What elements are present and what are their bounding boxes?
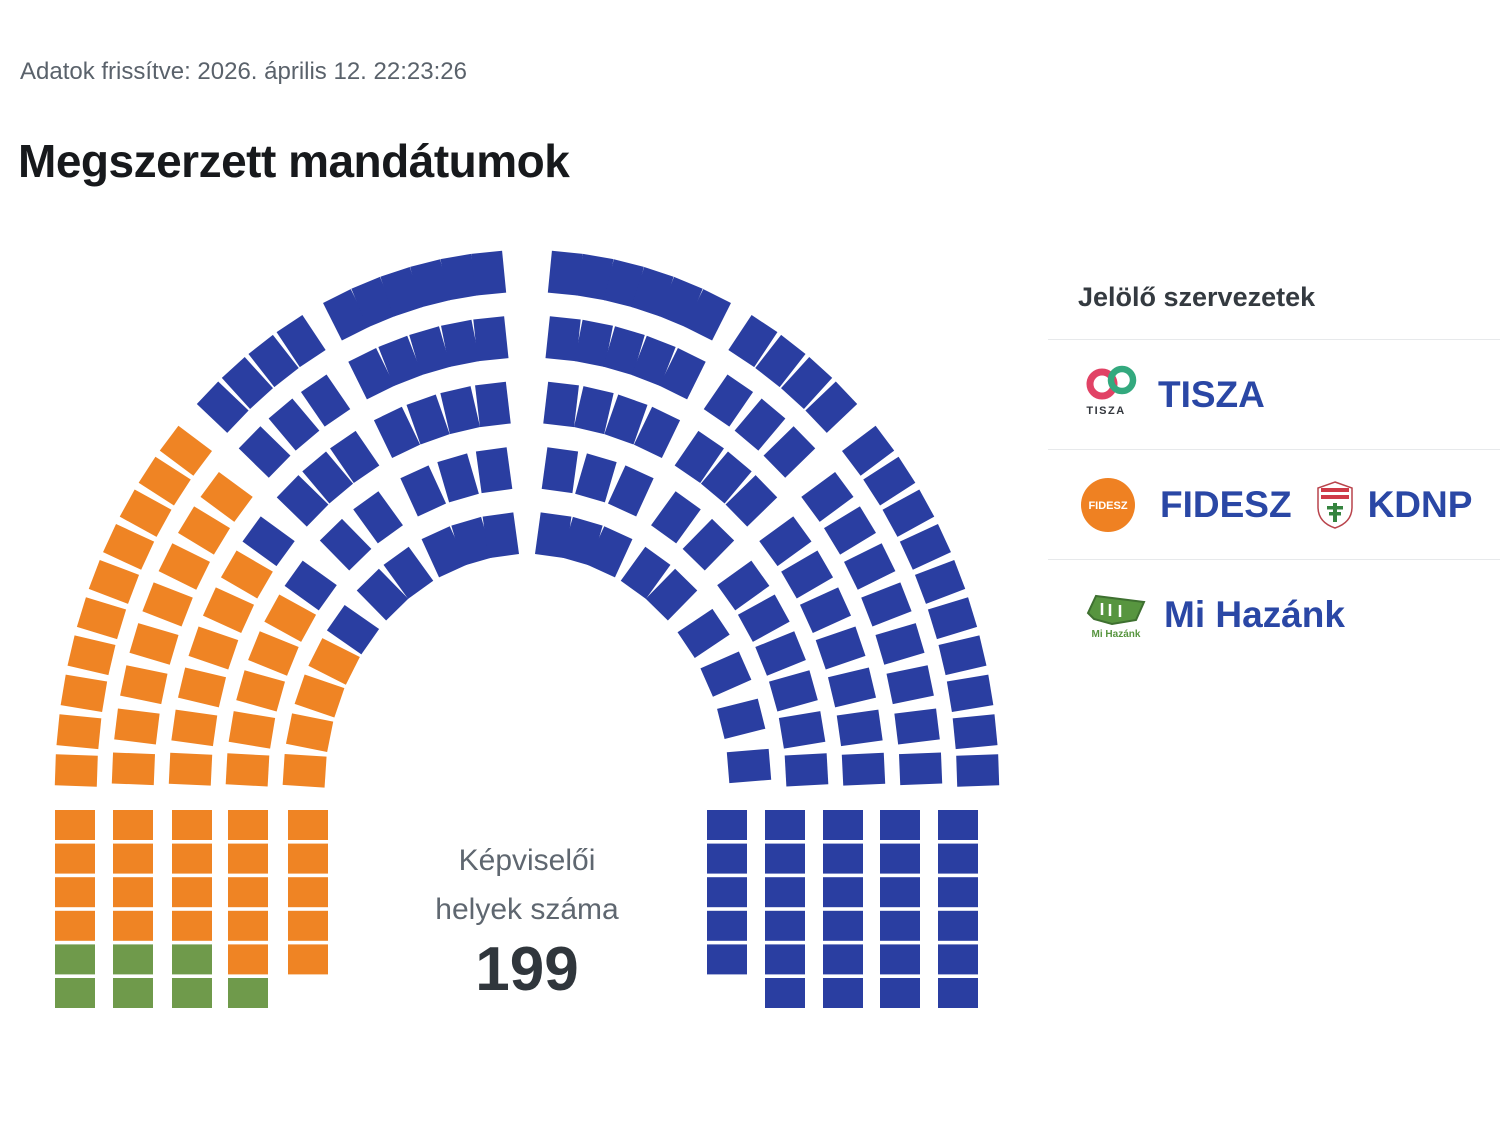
seat-count-label-line2: helyek száma <box>435 893 619 926</box>
page-title: Megszerzett mandátumok <box>18 135 570 187</box>
seat <box>823 911 863 941</box>
seat <box>953 714 998 749</box>
seat <box>288 877 328 907</box>
seat <box>228 944 268 974</box>
seat <box>475 382 511 427</box>
seat <box>113 911 153 941</box>
seat <box>765 810 805 840</box>
seat <box>842 753 885 786</box>
seat <box>700 651 751 696</box>
seat <box>938 944 978 974</box>
tisza-logo-text: TISZA <box>1086 404 1126 417</box>
seat <box>114 709 159 745</box>
seat <box>886 665 933 704</box>
seat <box>765 844 805 874</box>
seat <box>899 752 942 785</box>
mi-hazank-logo[interactable] <box>1080 589 1152 641</box>
seat <box>678 609 730 658</box>
legend-header: Jelölő szervezetek <box>1078 282 1316 312</box>
seat <box>129 623 178 665</box>
seat-count-label-line1: Képviselői <box>458 844 596 877</box>
seat <box>765 978 805 1008</box>
seat <box>823 877 863 907</box>
seat-count-label <box>377 836 677 934</box>
seat <box>228 844 268 874</box>
seat <box>928 597 977 639</box>
seat <box>880 844 920 874</box>
seat <box>823 944 863 974</box>
seat <box>172 911 212 941</box>
seat <box>55 911 95 941</box>
seat <box>880 911 920 941</box>
seat <box>228 978 268 1008</box>
seat <box>288 911 328 941</box>
seat <box>707 944 747 974</box>
legend <box>1048 282 1500 669</box>
seat <box>159 543 210 589</box>
seat <box>828 667 876 707</box>
seat <box>226 753 270 786</box>
seat <box>707 810 747 840</box>
seat <box>938 978 978 1008</box>
seat <box>765 877 805 907</box>
party-label-tisza[interactable]: TISZA <box>1158 373 1265 415</box>
seat <box>816 627 866 670</box>
seat <box>55 810 95 840</box>
seat <box>471 251 506 296</box>
total-seats-value: 199 <box>475 935 579 1004</box>
seat <box>55 944 95 974</box>
seat <box>823 810 863 840</box>
seat <box>473 316 508 361</box>
legend-row-fidesz-kdnp <box>1048 449 1500 559</box>
seat <box>288 810 328 840</box>
seat <box>769 670 818 711</box>
seat <box>55 978 95 1008</box>
seat <box>77 597 126 639</box>
seat <box>200 472 252 522</box>
legend-row-tisza <box>1048 339 1500 449</box>
seat <box>228 911 268 941</box>
seat <box>172 877 212 907</box>
seat <box>55 877 95 907</box>
seat <box>113 844 153 874</box>
seat <box>68 635 116 675</box>
seat <box>543 382 579 427</box>
seat <box>785 753 829 786</box>
seat <box>437 453 479 502</box>
seat <box>800 587 851 633</box>
seat <box>707 877 747 907</box>
seat <box>229 711 275 748</box>
seat <box>476 447 512 493</box>
seat <box>169 753 212 786</box>
seat <box>142 582 192 626</box>
seat <box>545 316 580 361</box>
seat <box>707 911 747 941</box>
mi-hazank-logo-text: Mi Hazánk <box>1091 628 1141 640</box>
seat <box>172 978 212 1008</box>
seat <box>189 627 239 670</box>
tisza-logo[interactable] <box>1080 365 1142 425</box>
seat <box>113 944 153 974</box>
fidesz-logo[interactable] <box>1080 477 1136 533</box>
seat <box>542 447 578 493</box>
seat <box>765 911 805 941</box>
party-label-kdnp[interactable]: KDNP <box>1367 483 1473 525</box>
seat <box>844 543 895 589</box>
seat <box>939 635 987 675</box>
seat <box>288 844 328 874</box>
legend-row-mi-hazank <box>1048 559 1500 669</box>
seat <box>172 944 212 974</box>
seat <box>178 506 230 554</box>
seat <box>880 877 920 907</box>
seat <box>823 978 863 1008</box>
seat <box>400 465 446 516</box>
seat <box>178 667 226 707</box>
seat <box>89 560 139 604</box>
seat <box>112 752 155 785</box>
seat <box>727 749 771 783</box>
seat <box>320 519 372 571</box>
seat <box>956 754 999 786</box>
seat <box>938 877 978 907</box>
seat <box>120 665 167 704</box>
seat <box>683 519 735 571</box>
seat <box>248 631 299 676</box>
seat <box>947 675 993 712</box>
seat <box>113 978 153 1008</box>
seat <box>171 710 217 747</box>
seat <box>938 810 978 840</box>
seat <box>915 560 965 604</box>
seat <box>113 877 153 907</box>
seat <box>228 877 268 907</box>
seat <box>875 623 924 665</box>
seat <box>172 844 212 874</box>
seat <box>575 453 617 502</box>
seat <box>288 944 328 974</box>
seat <box>765 944 805 974</box>
seat <box>880 978 920 1008</box>
seat <box>61 675 107 712</box>
seat <box>483 512 519 558</box>
seat <box>236 670 285 711</box>
seat <box>55 754 98 786</box>
seat <box>823 844 863 874</box>
seat <box>283 754 327 788</box>
party-label-mi-hazank[interactable]: Mi Hazánk <box>1164 593 1345 635</box>
seat <box>801 472 853 522</box>
seat <box>894 709 939 745</box>
seat <box>55 844 95 874</box>
seat <box>651 491 701 543</box>
seat <box>880 944 920 974</box>
seat <box>608 465 654 516</box>
seat <box>56 714 101 749</box>
seat <box>779 711 825 748</box>
seat <box>295 675 345 718</box>
data-updated-timestamp: Adatok frissítve: 2026. április 12. 22:23:26 <box>20 58 467 85</box>
seat <box>824 506 876 554</box>
party-label-fidesz[interactable]: FIDESZ <box>1160 483 1292 525</box>
seat <box>717 699 765 739</box>
seat <box>938 911 978 941</box>
seat <box>880 810 920 840</box>
seat <box>172 810 212 840</box>
seat <box>113 810 153 840</box>
seat <box>353 491 403 543</box>
kdnp-logo[interactable] <box>1316 481 1354 529</box>
seat <box>707 844 747 874</box>
fidesz-logo-text: FIDESZ <box>1088 499 1128 512</box>
seat <box>755 631 806 676</box>
seat <box>938 844 978 874</box>
seat <box>861 582 911 626</box>
seat <box>837 710 883 747</box>
seat <box>286 713 333 752</box>
seat <box>203 587 254 633</box>
seat <box>228 810 268 840</box>
